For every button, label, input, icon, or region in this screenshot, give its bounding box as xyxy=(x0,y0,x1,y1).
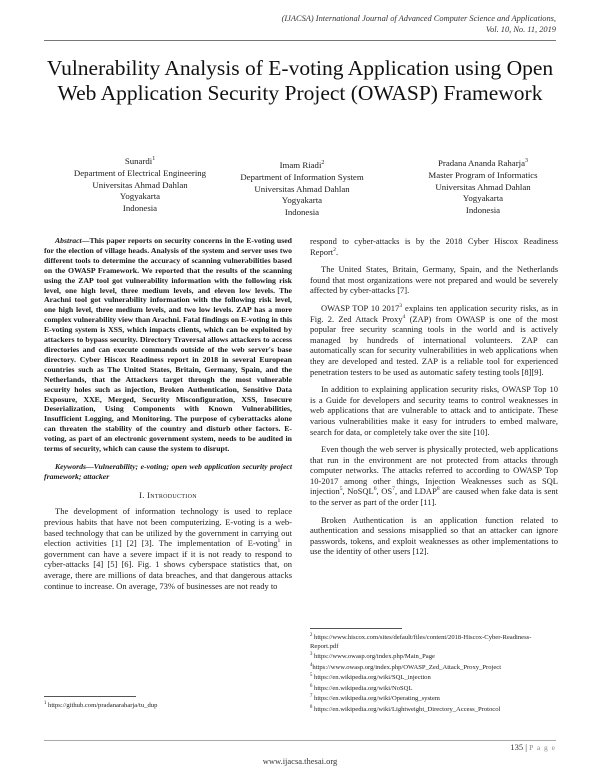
body-paragraph: The United States, Britain, Germany, Spain, and the Netherlands found that most organizations were not prepared and would be severely affected by cyber-attacks [7]. xyxy=(310,264,558,296)
author-name: Sunardi xyxy=(124,155,153,166)
footnote: $^1$ https://github.com/pradanaraharja/tu_dup xyxy=(44,701,158,710)
author-affiliation: Indonesia xyxy=(122,202,158,213)
footnote-link[interactable]: https://www.owasp.org/index.php/Main_Page xyxy=(312,653,435,661)
journal-volume: Vol. 10, No. 11, 2019 xyxy=(485,24,556,34)
author-affiliation: Master Program of Informatics xyxy=(428,170,538,181)
author-affiliation: Department of Electrical Engineering xyxy=(73,168,207,179)
footnote-link[interactable]: https://github.com/pradanaraharja/tu_dup xyxy=(46,702,158,710)
author-block-3: Pradana Ananda Raharja$^3$ Master Program of Informatics Universitas Ahmad Dahlan Yogyakarta Indonesia xyxy=(398,156,568,216)
footnote: $^2$ https://www.hiscox.com/sites/default/files/content/2018-Hiscox-Cyber-Readiness-Report.pdf xyxy=(310,633,532,650)
footnote-rule xyxy=(44,696,136,697)
author-affiliation: Yogyakarta xyxy=(119,191,161,202)
header-rule xyxy=(44,40,556,41)
footnote-marker[interactable]: 1 xyxy=(277,538,281,545)
footnote-link[interactable]: https://en.wikipedia.org/wiki/Lightweight_Directory_Access_Protocol xyxy=(312,706,501,714)
author-affiliation: Universitas Ahmad Dahlan xyxy=(92,179,188,190)
abstract xyxy=(44,236,292,454)
body-paragraph: Even though the web server is physically protected, web applications that run in the environment are not protected from attacks through computer networks. The attacks referred to according to OWASP Top 10-2017 among other things, Injection Weaknesses such as SQL injection$^5$, NoSQL$^6$, $OS^7$, and LDAP$^8$ are caused when fake data is sent to the server as part of the order [11]. xyxy=(310,444,559,508)
running-head xyxy=(282,14,556,35)
footnotes-right xyxy=(310,632,558,715)
paper-title: Vulnerability Analysis of E-voting Application using Open Web Application Security Project (OWASP) Framework xyxy=(46,56,554,105)
author-affiliation: Indonesia xyxy=(465,204,501,215)
footnote-link[interactable]: https://www.hiscox.com/sites/default/files/content/2018-Hiscox-Cyber-Readiness-Report.pdf xyxy=(310,634,532,650)
footnote-link[interactable]: https://en.wikipedia.org/wiki/NoSQL xyxy=(312,684,413,692)
footnote-marker[interactable]: 7 xyxy=(392,486,395,493)
body-paragraph: OWASP TOP 10 2017$^3$ explains ten application security risks, as in Fig. 2. Zed Attack Proxy$^4$ (ZAP) from OWASP is one of the most popular free security scanning tools in the world and is actively managed by hundreds of international volunteers. ZAP can automatically scan for security vulnerabilities in web applications when they are developed and tested. ZAP is a reliable tool for experienced penetration testers to be used as automatic safety testing tools [8][9]. xyxy=(310,302,559,377)
footnote-marker[interactable]: 4 xyxy=(402,313,406,320)
section-heading: I. Introduction xyxy=(139,489,197,500)
footnotes-left xyxy=(44,700,292,711)
author-block-2: Imam Riadi$^2$ Department of Information System Universitas Ahmad Dahlan Yogyakarta Indonesia xyxy=(222,158,382,218)
right-column xyxy=(310,236,558,564)
footnote: $^6$ https://en.wikipedia.org/wiki/NoSQL xyxy=(310,683,413,692)
journal-name: (IJACSA) International Journal of Advanced Computer Science and Applications, xyxy=(281,14,556,23)
footnote: $^3$ https://www.owasp.org/index.php/Main_Page xyxy=(310,652,435,661)
body-paragraph: Broken Authentication is an application function related to authentication and sessions misapplied so that an attacker can ignore passwords, tokens, and exploit weaknesses as other implementations to use the identity of other users [12]. xyxy=(310,514,558,557)
footnote-link[interactable]: https://en.wikipedia.org/wiki/SQL_injection xyxy=(312,674,431,682)
author-affiliation: Indonesia xyxy=(284,206,320,217)
author-affiliation: Yogyakarta xyxy=(462,193,504,204)
footnote: $^7$ https://en.wikipedia.org/wiki/Operating_system xyxy=(310,694,440,703)
footnote-link[interactable]: https://en.wikipedia.org/wiki/Operating_system xyxy=(312,695,440,703)
author-block-1: Sunardi$^1$ Department of Electrical Engineering Universitas Ahmad Dahlan Yogyakarta Indonesia xyxy=(60,154,220,214)
footnote-marker[interactable]: 2 xyxy=(333,246,336,253)
footnote: $^5$ https://en.wikipedia.org/wiki/SQL_injection xyxy=(310,673,431,682)
body-paragraph: In addition to explaining application security risks, OWASP Top 10 is a Guide for developers and security teams to control weaknesses in web applications that are vulnerable to attack and to anticipate. These various vulnerabilities make it easy for intruders to embed malware, search for data, or completely take over the site [10]. xyxy=(310,384,558,437)
journal-website[interactable]: www.ijacsa.thesai.org xyxy=(262,756,338,766)
footnote-link[interactable]: https://www.owasp.org/index.php/OWASP_Zed_Attack_Proxy_Project xyxy=(312,663,502,671)
author-affiliation: Universitas Ahmad Dahlan xyxy=(254,183,350,194)
keywords: Keywords—Vulnerability; e-voting; open web application security project framework; attacker xyxy=(44,461,292,481)
body-paragraph: The development of information technology is used to replace previous habits that have not been computerizing. E-voting is a web-based technology that can be utilized by the government in carrying out election activities [1] [2] [3]. The implementation of E-voting$^1$ in government can have a severe impact if it is not ready to respond to cyber-attacks [4] [5] [6]. Fig. 1 shows cyberspace statistics that, on average, there are millions of data breaches, and that dangerous attacks continue to increase. On average, 73% of businesses are not ready to xyxy=(44,506,292,591)
abstract-text: This paper reports on security concerns in the E-voting used for the election of village heads. Analysis of the system and server uses two different tools to determine the accuracy of scanning vulnerabilities based on the OWASP Framework. We reported that the results of the scanning using the ZAP tool got vulnerability information with the following risk level, one high level, three medium levels, and eleven low levels. The Arachni tool got vulnerability information with the following risk level, one high level, three medium levels, and two low levels. ZAP has a more complex vulnerability view than Arachni. Fatal findings on E-voting in this E-voting system is XSS, which impacts clients, which can be exploited by attackers to bypass security. Directory Traversal allows attackers to access directories and can execute commands outside of the web server's base directory. Cyber Hiscox Readiness report in 2018 in several European countries such as The United States, Britain, Germany, Spain, and the Netherlands, that the Attackers target through the most vulnerable security holes such as injection, Broken Authentication, Sensitive Data Exposure, XXE, Merged, Security Misconfiguration, XSS, Insecure Deserialization, Using Components with Known Vulnerabilities, Insufficient Logging, and Monitoring. The purpose of cyberattacks alone can threaten the stability of the country and disturb other factors. E-voting, as part of an electronic government system, needs to be audited in terms of security, which can cause the system to disrupt. xyxy=(44,236,292,454)
abstract-label: Abstract— xyxy=(55,236,90,245)
author-name: Imam Riadi xyxy=(279,159,322,170)
footnote-marker[interactable]: 3 xyxy=(399,303,403,310)
author-affiliation: Yogyakarta xyxy=(281,195,323,206)
page-number: 135 | P a g e xyxy=(510,742,556,752)
footnote: $^4$https://www.owasp.org/index.php/OWASP_Zed_Attack_Proxy_Project xyxy=(310,662,502,671)
footnote-marker[interactable]: 5 xyxy=(339,486,343,493)
footnote-rule xyxy=(310,628,402,629)
author-name: Pradana Ananda Raharja xyxy=(438,157,525,168)
footnote-marker[interactable]: 8 xyxy=(436,486,440,493)
footer-rule xyxy=(44,740,556,741)
left-column xyxy=(44,236,292,598)
body-paragraph: respond to cyber-attacks is by the 2018 Cyber Hiscox Readiness Report$^2$. xyxy=(310,236,558,257)
author-affiliation: Department of Information System xyxy=(240,172,364,183)
footnote-marker[interactable]: 6 xyxy=(373,486,377,493)
author-affiliation: Universitas Ahmad Dahlan xyxy=(435,181,531,192)
footnote: $^8$ https://en.wikipedia.org/wiki/Lightweight_Directory_Access_Protocol xyxy=(310,704,501,714)
